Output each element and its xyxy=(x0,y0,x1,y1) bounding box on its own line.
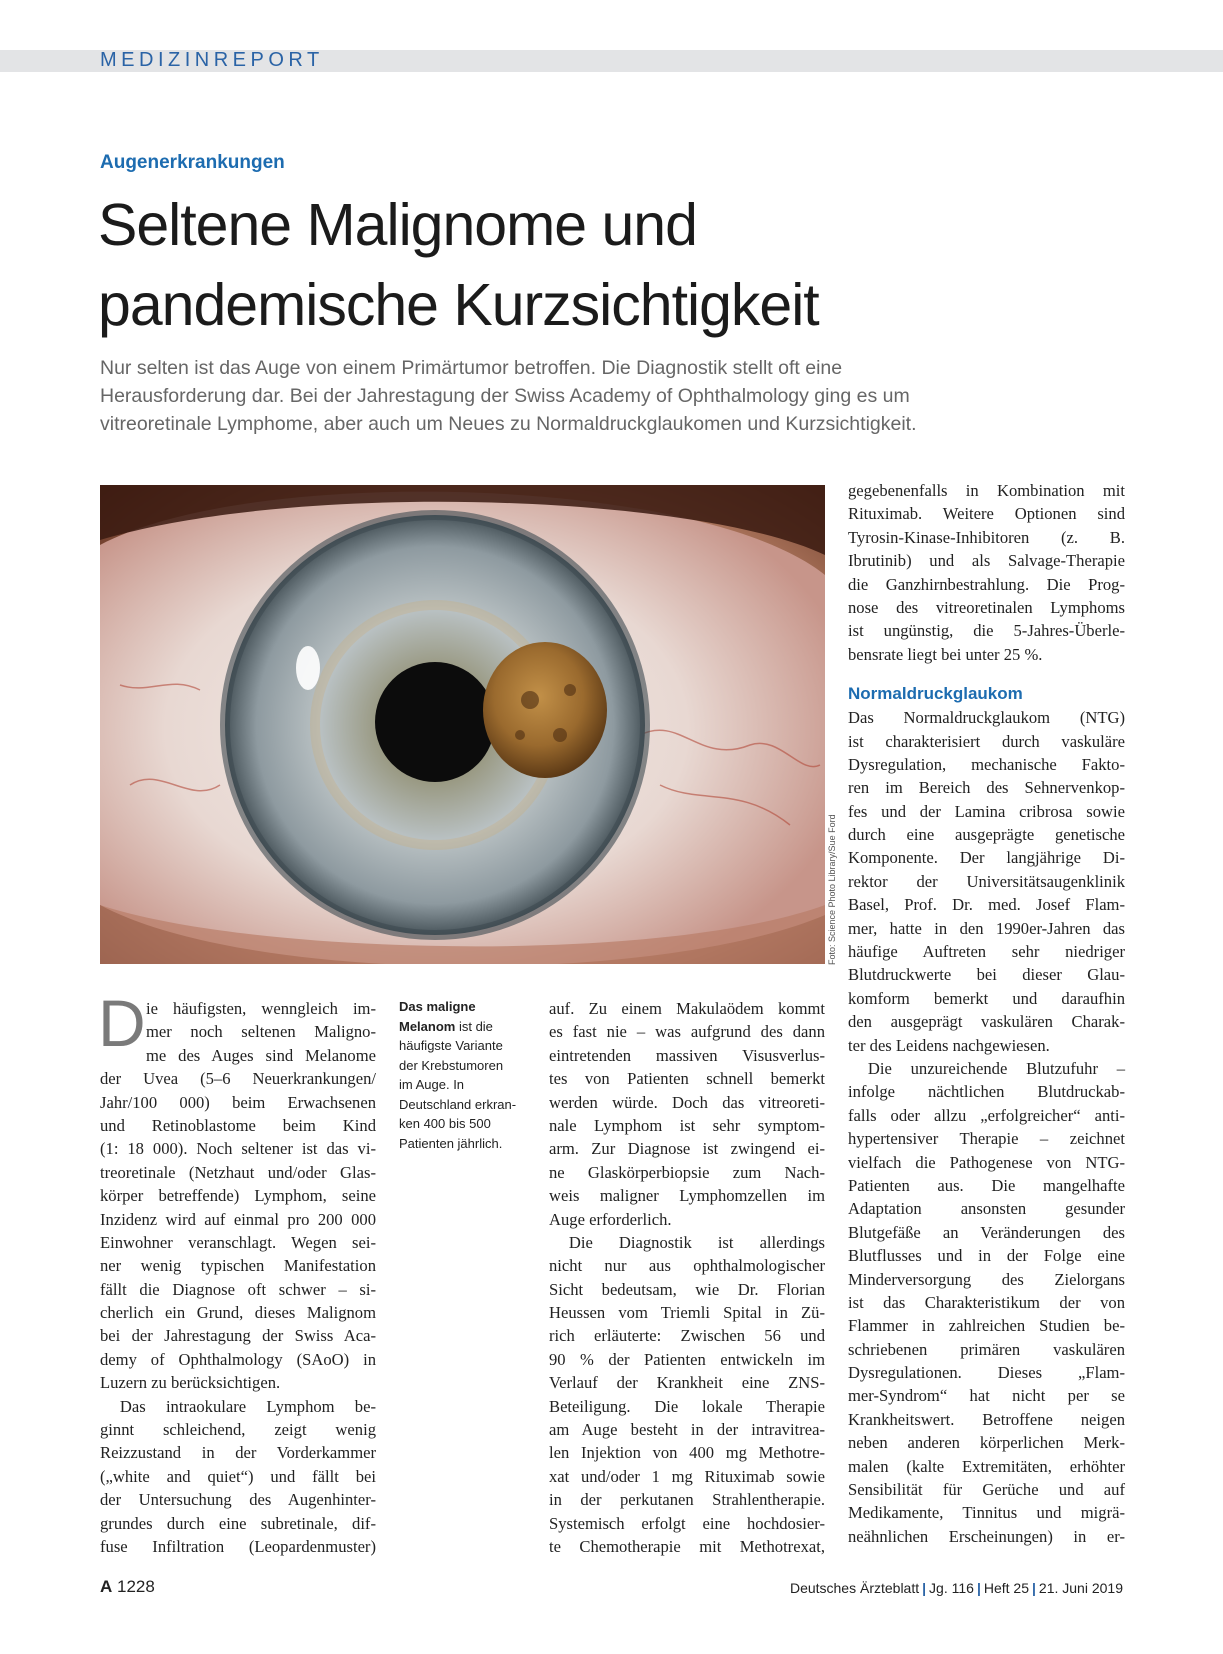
text-line: infolge nächtlichen Blutdruckab- xyxy=(848,1082,1125,1102)
text-line: am Auge besteht in der intravitrea- xyxy=(549,1420,825,1440)
eye-photo xyxy=(100,485,825,964)
text-line: hypertensiver Therapie – zeichnet xyxy=(848,1129,1125,1149)
text-line: fuse Infiltration (Leopardenmuster) xyxy=(100,1536,376,1556)
text-line: Ibrutinib) und als Salvage-Therapie xyxy=(848,551,1125,571)
text-line: Medikamente, Tinnitus und migrä- xyxy=(848,1503,1125,1523)
caption-line: im Auge. In xyxy=(399,1077,465,1092)
lead-line: vitreoretinale Lymphome, aber auch um Neues zu Normaldruckglaukomen und Kurzsichtigkeit. xyxy=(100,413,917,435)
photo-credit-text: Foto: Science Photo Library/Sue Ford xyxy=(827,814,837,965)
text-line: ner wenig typischen Manifestation xyxy=(100,1256,376,1276)
text-column-1 xyxy=(100,997,376,1558)
text-line: xat und/oder 1 mg Rituximab sowie xyxy=(549,1466,825,1486)
text-line: weis maligner Lymphomzellen im xyxy=(549,1186,825,1206)
text-line: mer, hatte in den 1990er-Jahren das xyxy=(848,918,1125,938)
text-line: ginnt schleichend, zeigt wenig xyxy=(100,1420,376,1440)
text-line: grundes durch eine subretinale, dif- xyxy=(100,1513,376,1533)
text-line: Beteiligung. Die lokale Therapie xyxy=(549,1396,825,1416)
lead-line: Herausforderung dar. Bei der Jahrestagung der Swiss Academy of Ophthalmology ging es um xyxy=(100,385,910,407)
page-number xyxy=(100,1577,155,1597)
caption-text: ist die xyxy=(455,1018,493,1034)
text-line: Krankheitswert. Betroffene neigen xyxy=(848,1409,1125,1429)
text-line: fällt die Diagnose oft schwer – si- xyxy=(100,1279,376,1299)
text-line: Das Normaldruckglaukom (NTG) xyxy=(848,708,1125,728)
text-line: Jahr/100 000) beim Erwachsenen xyxy=(100,1092,376,1112)
section-label: MEDIZINREPORT xyxy=(100,49,324,71)
journal-footer: Deutsches Ärzteblatt | Jg. 116 | Heft 25 | 21. Juni 2019 xyxy=(789,1580,1123,1596)
text-line: häufige Auftreten sehr niedriger xyxy=(848,942,1125,962)
text-line: ist ungünstig, die 5-Jahres-Überle- xyxy=(848,621,1125,641)
text-line: Blutgefäße an Veränderungen des xyxy=(848,1222,1125,1242)
text-line: 90 % der Patienten entwickeln im xyxy=(549,1349,825,1369)
text-line: demy of Ophthalmology (SAoO) in xyxy=(100,1349,376,1369)
article-kicker: Augenerkrankungen xyxy=(100,152,285,173)
text-line: Flammer in zahlreichen Studien be- xyxy=(848,1316,1125,1336)
text-line: Inzidenz wird auf einmal pro 200 000 xyxy=(100,1209,376,1229)
text-line: Blutdruckwerte bei dieser Glau- xyxy=(848,965,1125,985)
text-line: Dysregulationen. Dieses „Flam- xyxy=(848,1363,1125,1383)
text-column-3 xyxy=(549,997,825,1558)
text-line: vielfach die Pathogenese von NTG- xyxy=(848,1152,1125,1172)
text-line: die Ganzhirnbestrahlung. Die Prog- xyxy=(848,574,1125,594)
caption-bold: Das maligne xyxy=(399,999,476,1014)
text-line: me des Auges sind Melanome xyxy=(146,1045,376,1065)
text-line: körper betreffende) Lymphom, seine xyxy=(100,1186,376,1206)
caption-line: häufigste Variante xyxy=(399,1038,503,1053)
text-line: nose des vitreoretinalen Lymphoms xyxy=(848,597,1125,617)
text-line: Auge erforderlich. xyxy=(549,1209,672,1229)
text-line: rich erläuterte: Zwischen 56 und xyxy=(549,1326,825,1346)
text-line: Einwohner veranschlagt. Wegen sei- xyxy=(100,1232,376,1252)
text-line: neben anderen körperlichen Merk- xyxy=(848,1433,1125,1453)
text-line: Sicht bedeutsam, wie Dr. Florian xyxy=(549,1279,825,1299)
text-line: Luzern zu berücksichtigen. xyxy=(100,1373,281,1393)
text-line: Dysregulation, mechanische Fakto- xyxy=(848,754,1125,774)
text-line: schriebenen primären vaskulären xyxy=(848,1339,1125,1359)
text-line: gegebenenfalls in Kombination mit xyxy=(848,481,1125,500)
text-line: in der perkutanen Strahlentherapie. xyxy=(549,1490,825,1510)
caption-bold: Melanom xyxy=(399,1018,456,1034)
text-line: falls oder allzu „erfolgreicher“ anti- xyxy=(848,1105,1125,1125)
caption-line: ken 400 bis 500 xyxy=(399,1116,491,1131)
text-line: („white and quiet“) und fällt bei xyxy=(100,1466,376,1486)
text-line: Reizzustand in der Vorderkammer xyxy=(100,1443,376,1463)
dropcap: D xyxy=(98,986,146,1060)
text-line: Adaptation ansonsten gesunder xyxy=(848,1199,1125,1219)
text-line: ie häufigsten, wenngleich im- xyxy=(146,999,376,1018)
title-line: pandemische Kurzsichtigkeit xyxy=(98,272,819,338)
page-number-value: 1228 xyxy=(117,1577,155,1596)
text-line: Rituximab. Weitere Optionen sind xyxy=(848,504,1125,524)
caption-line: Patienten jährlich. xyxy=(399,1135,503,1151)
text-line: den ausgeprägt vaskulären Charak- xyxy=(848,1012,1125,1032)
text-line: bei der Jahrestagung der Swiss Aca- xyxy=(100,1326,376,1346)
photo-credit xyxy=(826,814,840,965)
text-line: cherlich ein Grund, dieses Malignom xyxy=(100,1303,376,1323)
text-line: arm. Zur Diagnose ist zwingend ei- xyxy=(549,1139,825,1159)
journal-name: Deutsches Ärzteblatt xyxy=(789,1580,920,1596)
text-line: Sensibilität für Gerüche und auf xyxy=(848,1480,1125,1500)
lead-line: Nur selten ist das Auge von einem Primärtumor betroffen. Die Diagnostik stellt oft eine xyxy=(100,357,843,379)
text-line: nale Lymphom ist sehr symptom- xyxy=(549,1115,825,1135)
title-line: Seltene Malignome und xyxy=(98,192,697,258)
text-line: der Untersuchung des Augenhinter- xyxy=(100,1490,376,1510)
text-line: (1: 18 000). Noch seltener ist das vi- xyxy=(100,1139,376,1159)
text-line: Komponente. Der langjährige Di- xyxy=(848,848,1125,868)
text-line: ist charakterisiert durch vaskuläre xyxy=(848,731,1125,751)
text-line: ne Glaskörperbiopsie zum Nach- xyxy=(549,1162,825,1182)
text-line: Systemisch erfolgt eine hochdosier- xyxy=(549,1513,825,1533)
text-line: Basel, Prof. Dr. med. Josef Flam- xyxy=(848,895,1125,915)
text-line: tes von Patienten schnell bemerkt xyxy=(549,1069,825,1089)
article-lead xyxy=(100,354,1080,438)
text-line: rektor der Universitätsaugenklinik xyxy=(848,871,1125,891)
journal-issue: Heft 25 xyxy=(983,1580,1029,1596)
caption-line: der Krebstumoren xyxy=(399,1057,504,1073)
text-line: Blutflusses und in der Folge eine xyxy=(848,1246,1125,1266)
text-line: nicht nur aus ophthalmologischer xyxy=(549,1256,825,1276)
text-line: werden würde. Doch das vitreoreti- xyxy=(549,1092,825,1112)
text-line: Das intraokulare Lymphom be- xyxy=(119,1396,376,1416)
text-line: len Injektion von 400 mg Methotre- xyxy=(549,1443,825,1463)
text-line: mer-Syndrom“ hat nicht per se xyxy=(848,1386,1125,1406)
text-line: neähnlichen Erscheinungen) in er- xyxy=(848,1526,1125,1546)
journal-volume: Jg. 116 xyxy=(929,1580,974,1596)
text-line: Tyrosin-Kinase-Inhibitoren (z. B. xyxy=(848,527,1125,547)
text-line: der Uvea (5–6 Neuerkrankungen/ xyxy=(100,1069,376,1089)
text-line: ren im Bereich des Sehnervenkop- xyxy=(848,778,1125,798)
text-line: ist das Charakteristikum der von xyxy=(848,1292,1125,1312)
article-title xyxy=(98,185,998,345)
photo-caption xyxy=(399,997,527,1153)
text-line: bensrate liegt bei unter 25 %. xyxy=(848,644,1043,664)
text-column-4 xyxy=(848,479,1125,1548)
text-line: malen (kalte Extremitäten, erhöhter xyxy=(848,1456,1125,1476)
text-line: durch eine ausgeprägte genetische xyxy=(848,825,1125,845)
text-line: Verlauf der Krankheit eine ZNS- xyxy=(549,1373,825,1393)
caption-line: Deutschland erkran- xyxy=(399,1096,517,1112)
page-prefix: A xyxy=(100,1577,113,1596)
subheading-normaldruckglaukom: Normaldruckglaukom xyxy=(848,684,1023,704)
text-line: Die unzureichende Blutzufuhr – xyxy=(867,1058,1125,1078)
text-line: treoretinale (Netzhaut und/oder Glas- xyxy=(100,1162,376,1182)
text-line: fes und der Lamina cribrosa sowie xyxy=(848,801,1125,821)
text-line: es fast nie – was aufgrund des dann xyxy=(549,1022,825,1042)
text-line: Heussen vom Triemli Spital in Zü- xyxy=(549,1303,825,1323)
text-line: komform bemerkt und daraufhin xyxy=(848,988,1125,1008)
text-line: ter des Leidens nachgewiesen. xyxy=(848,1035,1050,1055)
journal-date: 21. Juni 2019 xyxy=(1038,1580,1123,1596)
text-line: te Chemotherapie mit Methotrexat, xyxy=(549,1536,825,1556)
text-line: Patienten aus. Die mangelhafte xyxy=(848,1175,1125,1195)
text-line: Minderversorgung des Zielorgans xyxy=(848,1269,1125,1289)
text-line: mer noch seltenen Maligno- xyxy=(146,1022,376,1042)
text-line: und Retinoblastome beim Kind xyxy=(100,1115,376,1135)
text-line: eintretenden massiven Visusverlus- xyxy=(549,1045,825,1065)
text-line: auf. Zu einem Makulaödem kommt xyxy=(549,999,825,1018)
text-line: Die Diagnostik ist allerdings xyxy=(568,1232,825,1252)
